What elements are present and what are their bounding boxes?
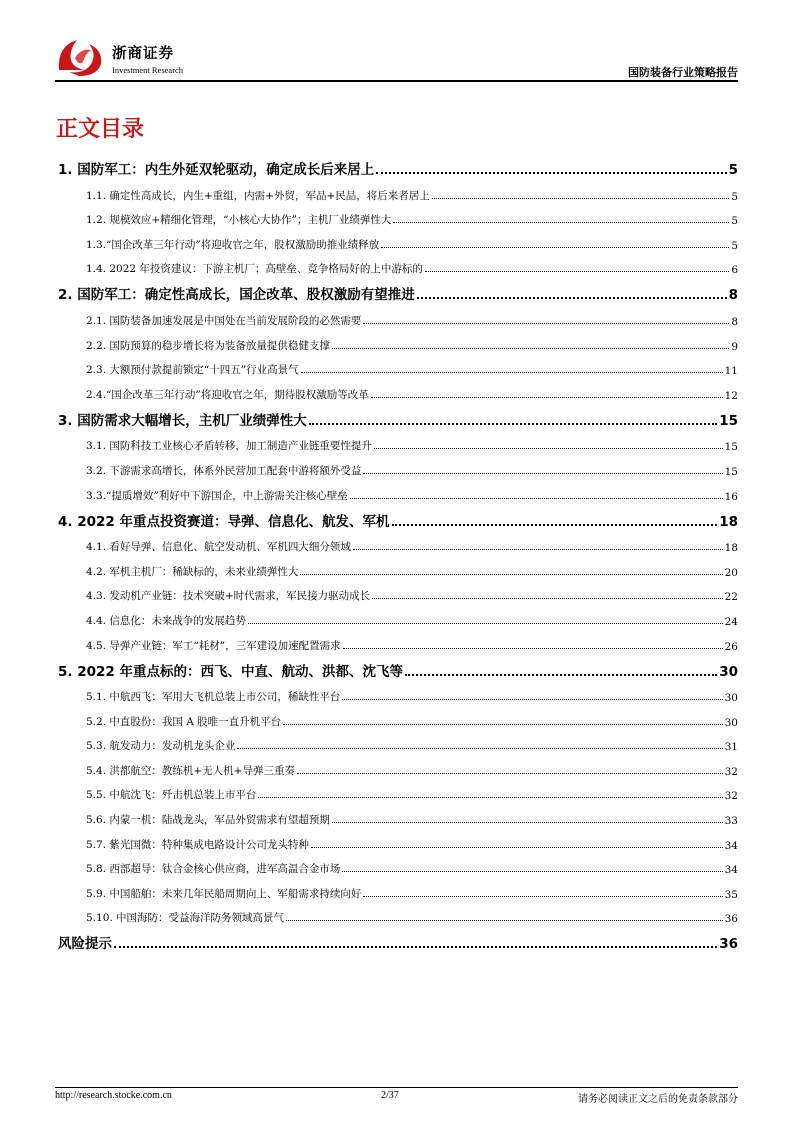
toc-page-number: 12 [724, 389, 738, 402]
toc-entry-title: 4.2. 军机主机厂：稀缺标的，未来业绩弹性大 [86, 565, 299, 578]
toc-subsection-entry[interactable] [58, 430, 738, 455]
toc-page-number: 8 [728, 287, 738, 304]
toc-entry-title: 5.5. 中航沈飞：歼击机总装上市平台 [86, 789, 257, 802]
toc-section-entry[interactable] [58, 926, 738, 953]
toc-subsection-entry[interactable] [58, 681, 738, 706]
toc-dot-leader [363, 896, 722, 897]
toc-dot-leader [353, 549, 723, 550]
toc-dot-leader [363, 323, 729, 324]
toc-entry-title: 4.5. 导弹产业链：军工“耗材”，三军建设加速配置需求 [86, 639, 341, 652]
toc-page-number: 9 [731, 340, 738, 353]
toc-dot-leader [300, 574, 722, 575]
toc-entry-title: 1. 国防军工：内生外延双轮驱动，确定成长后来居上 [58, 162, 375, 178]
toc-subsection-entry[interactable] [58, 580, 738, 605]
toc-subsection-entry[interactable] [58, 902, 738, 927]
toc-subsection-entry[interactable] [58, 304, 738, 329]
toc-dot-leader [332, 822, 723, 823]
toc-entry-title: 5.1. 中航西飞：军用大飞机总装上市公司，稀缺性平台 [86, 691, 341, 704]
toc-dot-leader [405, 674, 717, 676]
toc-entry-title: 3.3.“提质增效”利好中下游国企，中上游需关注核心壁垒 [86, 489, 348, 502]
toc-entry-title: 2.2. 国防预算的稳步增长将为装备放量提供稳健支撑 [86, 339, 330, 352]
toc-dot-leader [425, 271, 729, 272]
footer-divider [55, 1087, 738, 1088]
page-title: 正文目录 [56, 117, 145, 142]
toc-dot-leader [372, 598, 722, 599]
toc-subsection-entry[interactable] [58, 604, 738, 629]
toc-page-number: 30 [724, 692, 738, 705]
toc-dot-leader [374, 448, 723, 449]
toc-page-number: 30 [724, 716, 738, 729]
toc-page-number: 22 [724, 591, 738, 604]
toc-page-number: 18 [719, 513, 738, 530]
toc-entry-title: 2.4.“国企改革三年行动”将迎收官之年，期待股权激励等改革 [86, 388, 369, 401]
toc-page-number: 16 [724, 490, 738, 503]
toc-entry-title: 4. 2022 年重点投资赛道：导弹、信息化、航发、军机 [58, 513, 390, 530]
toc-entry-title: 1.2. 规模效应+精细化管理，“小核心大协作”；主机厂业绩弹性大 [86, 214, 392, 227]
zheshang-securities-logo [55, 36, 105, 76]
toc-page-number: 5 [731, 239, 738, 252]
toc-entry-title: 3. 国防需求大幅增长，主机厂业绩弹性大 [58, 412, 307, 429]
toc-dot-leader [376, 172, 726, 174]
toc-dot-leader [371, 397, 723, 398]
toc-dot-leader [350, 498, 723, 499]
toc-page-number: 35 [724, 888, 738, 901]
toc-subsection-entry[interactable] [58, 354, 738, 379]
toc-dot-leader [342, 871, 722, 872]
toc-page-number: 6 [731, 264, 738, 277]
toc-subsection-entry[interactable] [58, 204, 738, 229]
toc-entry-title: 3.1. 国防科技工业核心矛盾转移，加工制造产业链重要性提升 [86, 440, 372, 453]
toc-page-number: 30 [719, 663, 738, 680]
report-name: 国防装备行业策略报告 [628, 66, 738, 79]
toc-subsection-entry[interactable] [58, 853, 738, 878]
table-of-contents [58, 152, 738, 953]
toc-dot-leader [432, 198, 730, 199]
toc-page-number: 26 [724, 640, 738, 653]
toc-page-number: 36 [724, 913, 738, 926]
toc-subsection-entry[interactable] [58, 779, 738, 804]
toc-page-number: 32 [724, 790, 738, 803]
toc-entry-title: 1.4. 2022 年投资建议：下游主机厂；高壁垒、竞争格局好的上中游标的 [86, 263, 423, 276]
toc-entry-title: 1.3.“国企改革三年行动”将迎收官之年，股权激励助推业绩释放 [86, 238, 380, 251]
toc-dot-leader [363, 473, 722, 474]
toc-entry-title: 3.2. 下游需求高增长，体系外民营加工配套中游将额外受益 [86, 464, 362, 477]
toc-subsection-entry[interactable] [58, 705, 738, 730]
toc-dot-leader [258, 797, 722, 798]
toc-entry-title: 4.1. 看好导弹、信息化、航空发动机、军机四大细分领域 [86, 541, 351, 554]
toc-page-number: 5 [731, 215, 738, 228]
toc-subsection-entry[interactable] [58, 253, 738, 278]
toc-page-number: 11 [724, 365, 738, 378]
toc-page-number: 31 [724, 741, 738, 754]
toc-subsection-entry[interactable] [58, 803, 738, 828]
toc-subsection-entry[interactable] [58, 754, 738, 779]
toc-subsection-entry[interactable] [58, 329, 738, 354]
toc-entry-title: 2.1. 国防装备加速发展是中国处在当前发展阶段的必然需要 [86, 314, 362, 327]
toc-page-number: 20 [724, 566, 738, 579]
toc-entry-title: 1.1. 确定性高成长，内生+重组，内需+外贸，军品+民品，将后来者居上 [86, 189, 430, 202]
toc-dot-leader [297, 773, 723, 774]
footer-disclaimer: 请务必阅读正文之后的免责条款部分 [578, 1094, 738, 1105]
toc-entry-title: 2.3. 大额预付款提前锁定“十四五”行业高景气 [86, 364, 299, 377]
toc-section-entry[interactable] [58, 654, 738, 681]
toc-dot-leader [301, 372, 723, 373]
toc-dot-leader [309, 423, 717, 425]
toc-dot-leader [342, 699, 722, 700]
toc-entry-title: 5.9. 中国船舶：未来几年民船周期向上、军船需求持续向好 [86, 887, 362, 900]
toc-page-number: 5 [731, 190, 738, 203]
toc-dot-leader [283, 724, 722, 725]
toc-entry-title: 5. 2022 年重点标的：西飞、中直、航动、洪都、沈飞等 [58, 663, 403, 680]
toc-page-number: 34 [724, 864, 738, 877]
toc-page-number: 15 [719, 412, 738, 429]
toc-page-number: 36 [719, 936, 738, 953]
toc-subsection-entry[interactable] [58, 378, 738, 403]
toc-dot-leader [381, 247, 729, 248]
toc-dot-leader [248, 623, 723, 624]
toc-entry-title: 2. 国防军工：确定性高成长，国企改革、股权激励有望推进 [58, 287, 415, 304]
toc-entry-title: 5.2. 中直股份：我国 A 股唯一直升机平台 [86, 715, 282, 728]
toc-entry-title: 风险提示 [58, 936, 112, 953]
toc-section-entry[interactable] [58, 152, 738, 179]
toc-page-number: 8 [731, 315, 738, 328]
toc-entry-title: 5.7. 紫光国微：特种集成电路设计公司龙头特种 [86, 838, 309, 851]
brand-subtitle: Investment Research [112, 65, 184, 75]
toc-entry-title: 5.4. 洪都航空：教练机+无人机+导弹三重奏 [86, 764, 295, 777]
toc-entry-title: 4.4. 信息化：未来战争的发展趋势 [86, 614, 246, 627]
footer-page-number: 2/37 [381, 1090, 399, 1101]
toc-entry-title: 5.8. 西部超导：钛合金核心供应商，进军高温合金市场 [86, 863, 341, 876]
toc-dot-leader [417, 297, 727, 299]
toc-page-number: 32 [724, 765, 738, 778]
toc-page-number: 24 [724, 615, 738, 628]
toc-dot-leader [311, 847, 723, 848]
toc-dot-leader [332, 348, 729, 349]
toc-section-entry[interactable] [58, 403, 738, 430]
toc-subsection-entry[interactable] [58, 730, 738, 755]
toc-subsection-entry[interactable] [58, 629, 738, 654]
toc-entry-title: 4.3. 发动机产业链：技术突破+时代需求，军民接力驱动成长 [86, 590, 371, 603]
toc-page-number: 5 [728, 162, 738, 178]
toc-subsection-entry[interactable] [58, 877, 738, 902]
toc-subsection-entry[interactable] [58, 531, 738, 556]
toc-dot-leader [392, 524, 718, 526]
toc-page-number: 34 [724, 839, 738, 852]
toc-section-entry[interactable] [58, 504, 738, 531]
toc-entry-title: 5.3. 航发动力：发动机龙头企业 [86, 740, 236, 753]
footer-url[interactable]: http://research.stocke.com.cn [55, 1090, 172, 1101]
toc-subsection-entry[interactable] [58, 228, 738, 253]
brand-name: 浙商证券 [112, 45, 174, 62]
toc-page-number: 15 [724, 465, 738, 478]
toc-section-entry[interactable] [58, 277, 738, 304]
toc-dot-leader [286, 920, 723, 921]
page-header [55, 34, 738, 82]
toc-subsection-entry[interactable] [58, 828, 738, 853]
toc-subsection-entry[interactable] [58, 179, 738, 204]
header-divider [55, 80, 738, 82]
toc-dot-leader [114, 946, 717, 948]
toc-page-number: 33 [724, 815, 738, 828]
toc-entry-title: 5.6. 内蒙一机：陆战龙头，军品外贸需求有望超预期 [86, 814, 330, 827]
toc-subsection-entry[interactable] [58, 555, 738, 580]
toc-subsection-entry[interactable] [58, 479, 738, 504]
toc-subsection-entry[interactable] [58, 454, 738, 479]
toc-page-number: 15 [724, 441, 738, 454]
toc-dot-leader [237, 748, 722, 749]
toc-dot-leader [343, 648, 723, 649]
toc-entry-title: 5.10. 中国海防：受益海洋防务领域高景气 [86, 912, 285, 925]
toc-page-number: 18 [724, 542, 738, 555]
toc-dot-leader [393, 222, 729, 223]
